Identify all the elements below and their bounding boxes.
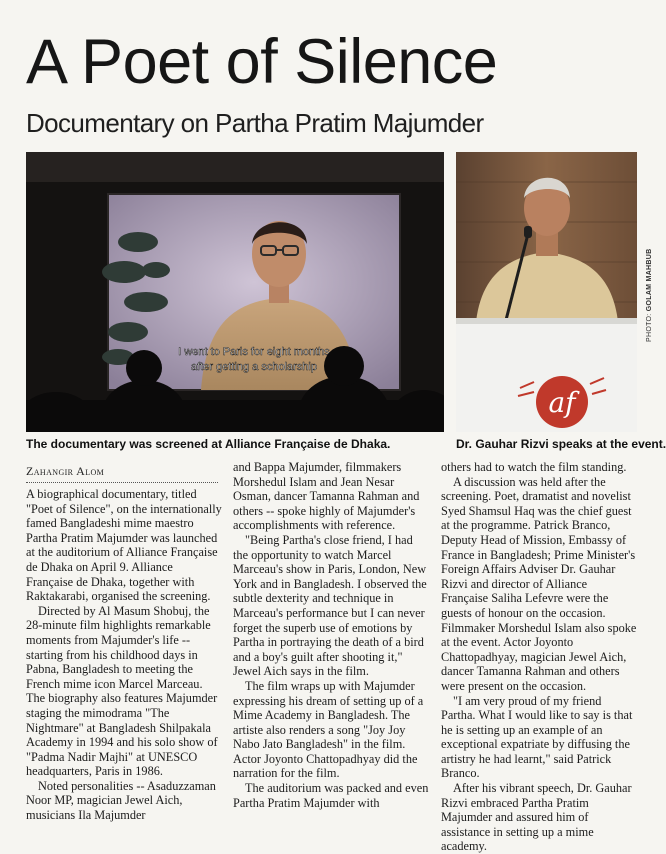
paragraph: The auditorium was packed and even Partha Pratim Majumder with	[233, 781, 429, 810]
af-logo: af	[548, 386, 576, 419]
paragraph: Directed by Al Masum Shobuj, the 28-minute film highlights remarkable moments from Majumder's life -- starting from his childhood days in Pabna, Bangladesh to meeting the French mime icon Marcel Marceau. The biography also features Majumder staging the mimodrama "The Nightmare" at Bangladesh Shilpakala Academy in 1994 and his solo show of "Padma Nadir Majhi" at UNESCO headquarters, Paris in 1986.	[26, 603, 218, 779]
photo-credit-label: PHOTO:	[646, 313, 653, 342]
screening-illustration	[26, 152, 444, 432]
paragraph: A discussion was held after the screening. Poet, dramatist and novelist Syed Shamsul Haq was the chief guest at the programme. Patrick Branco, Deputy Head of Mission, Embassy of France in Bangladesh; Prime Minister's Foreign Affairs Adviser Dr. Gauhar Rizvi and director of Alliance Française Saliha Lefevre were the guests of honour on the occasion. Filmmaker Morshedul Islam also spoke at the event. Actor Joyonto Chattopadhyay, magician Jewel Aich, dancer Tamanna Rahman and others were present on the occasion.	[441, 474, 637, 693]
photo-speaker	[456, 152, 637, 432]
article-column-3	[441, 460, 637, 854]
speaker-illustration	[456, 152, 637, 432]
article-column-2	[233, 460, 429, 810]
headline: A Poet of Silence	[26, 27, 498, 97]
caption-screening: The documentary was screened at Alliance Française de Dhaka.	[26, 437, 391, 451]
paragraph: A biographical documentary, titled "Poet of Silence", on the internationally famed Bangladeshi mime maestro Partha Pratim Majumder was launched at the auditorium of Alliance Française de Dhaka on April 9. Alliance Française de Dhaka, together with Raktakarabi, organised the screening.	[26, 487, 222, 604]
byline: Zahangir Alom	[26, 464, 218, 483]
subtitle-line-1: I went to Paris for eight months	[178, 346, 330, 358]
photo-screening	[26, 152, 444, 432]
paragraph: "I am very proud of my friend Partha. What I would like to say is that he is setting up an example of an exceptional expatriate by diffusing the artistry he had learnt," said Patrick Branco.	[441, 693, 633, 781]
photo-credit-name: GOLAM MAHBUB	[646, 248, 653, 312]
paragraph: Noted personalities -- Asaduzzaman Noor MP, magician Jewel Aich, musicians Ila Majumder	[26, 778, 216, 823]
caption-speaker: Dr. Gauhar Rizvi speaks at the event.	[456, 437, 666, 451]
paragraph: others had to watch the film standing.	[441, 460, 627, 474]
paragraph: The film wraps up with Majumder expressing his dream of setting up of a Mime Academy in Bangladesh. The artiste also renders a song "Joy Joy Nabo Jato Bangladesh" in the film. Actor Joyonto Chattopadhyay did the narration for the film.	[233, 678, 424, 781]
article-column-1	[26, 487, 222, 823]
paragraph: After his vibrant speech, Dr. Gauhar Rizvi embraced Partha Pratim Majumder and assured him of assistance in setting up a mime academy.	[441, 781, 632, 854]
subheadline: Documentary on Partha Pratim Majumder	[26, 108, 484, 138]
subtitle-line-2: after getting a scholarship	[191, 361, 317, 373]
paragraph: "Being Partha's close friend, I had the opportunity to watch Marcel Marceau's show in Paris, London, New York and in Bangladesh. I observed the subtle dexterity and technique in Marceau's performance but I can never forget the superb use of emotions by Partha in portraying the death of a bird and a boy's guilt after shooting it," Jewel Aich says in the film.	[233, 532, 427, 679]
paragraph: and Bappa Majumder, filmmakers Morshedul Islam and Jean Nesar Osman, dancer Tamanna Rahman and others -- spoke highly of Majumder's accomplishments with reference.	[233, 460, 420, 533]
photo-credit	[646, 250, 653, 342]
